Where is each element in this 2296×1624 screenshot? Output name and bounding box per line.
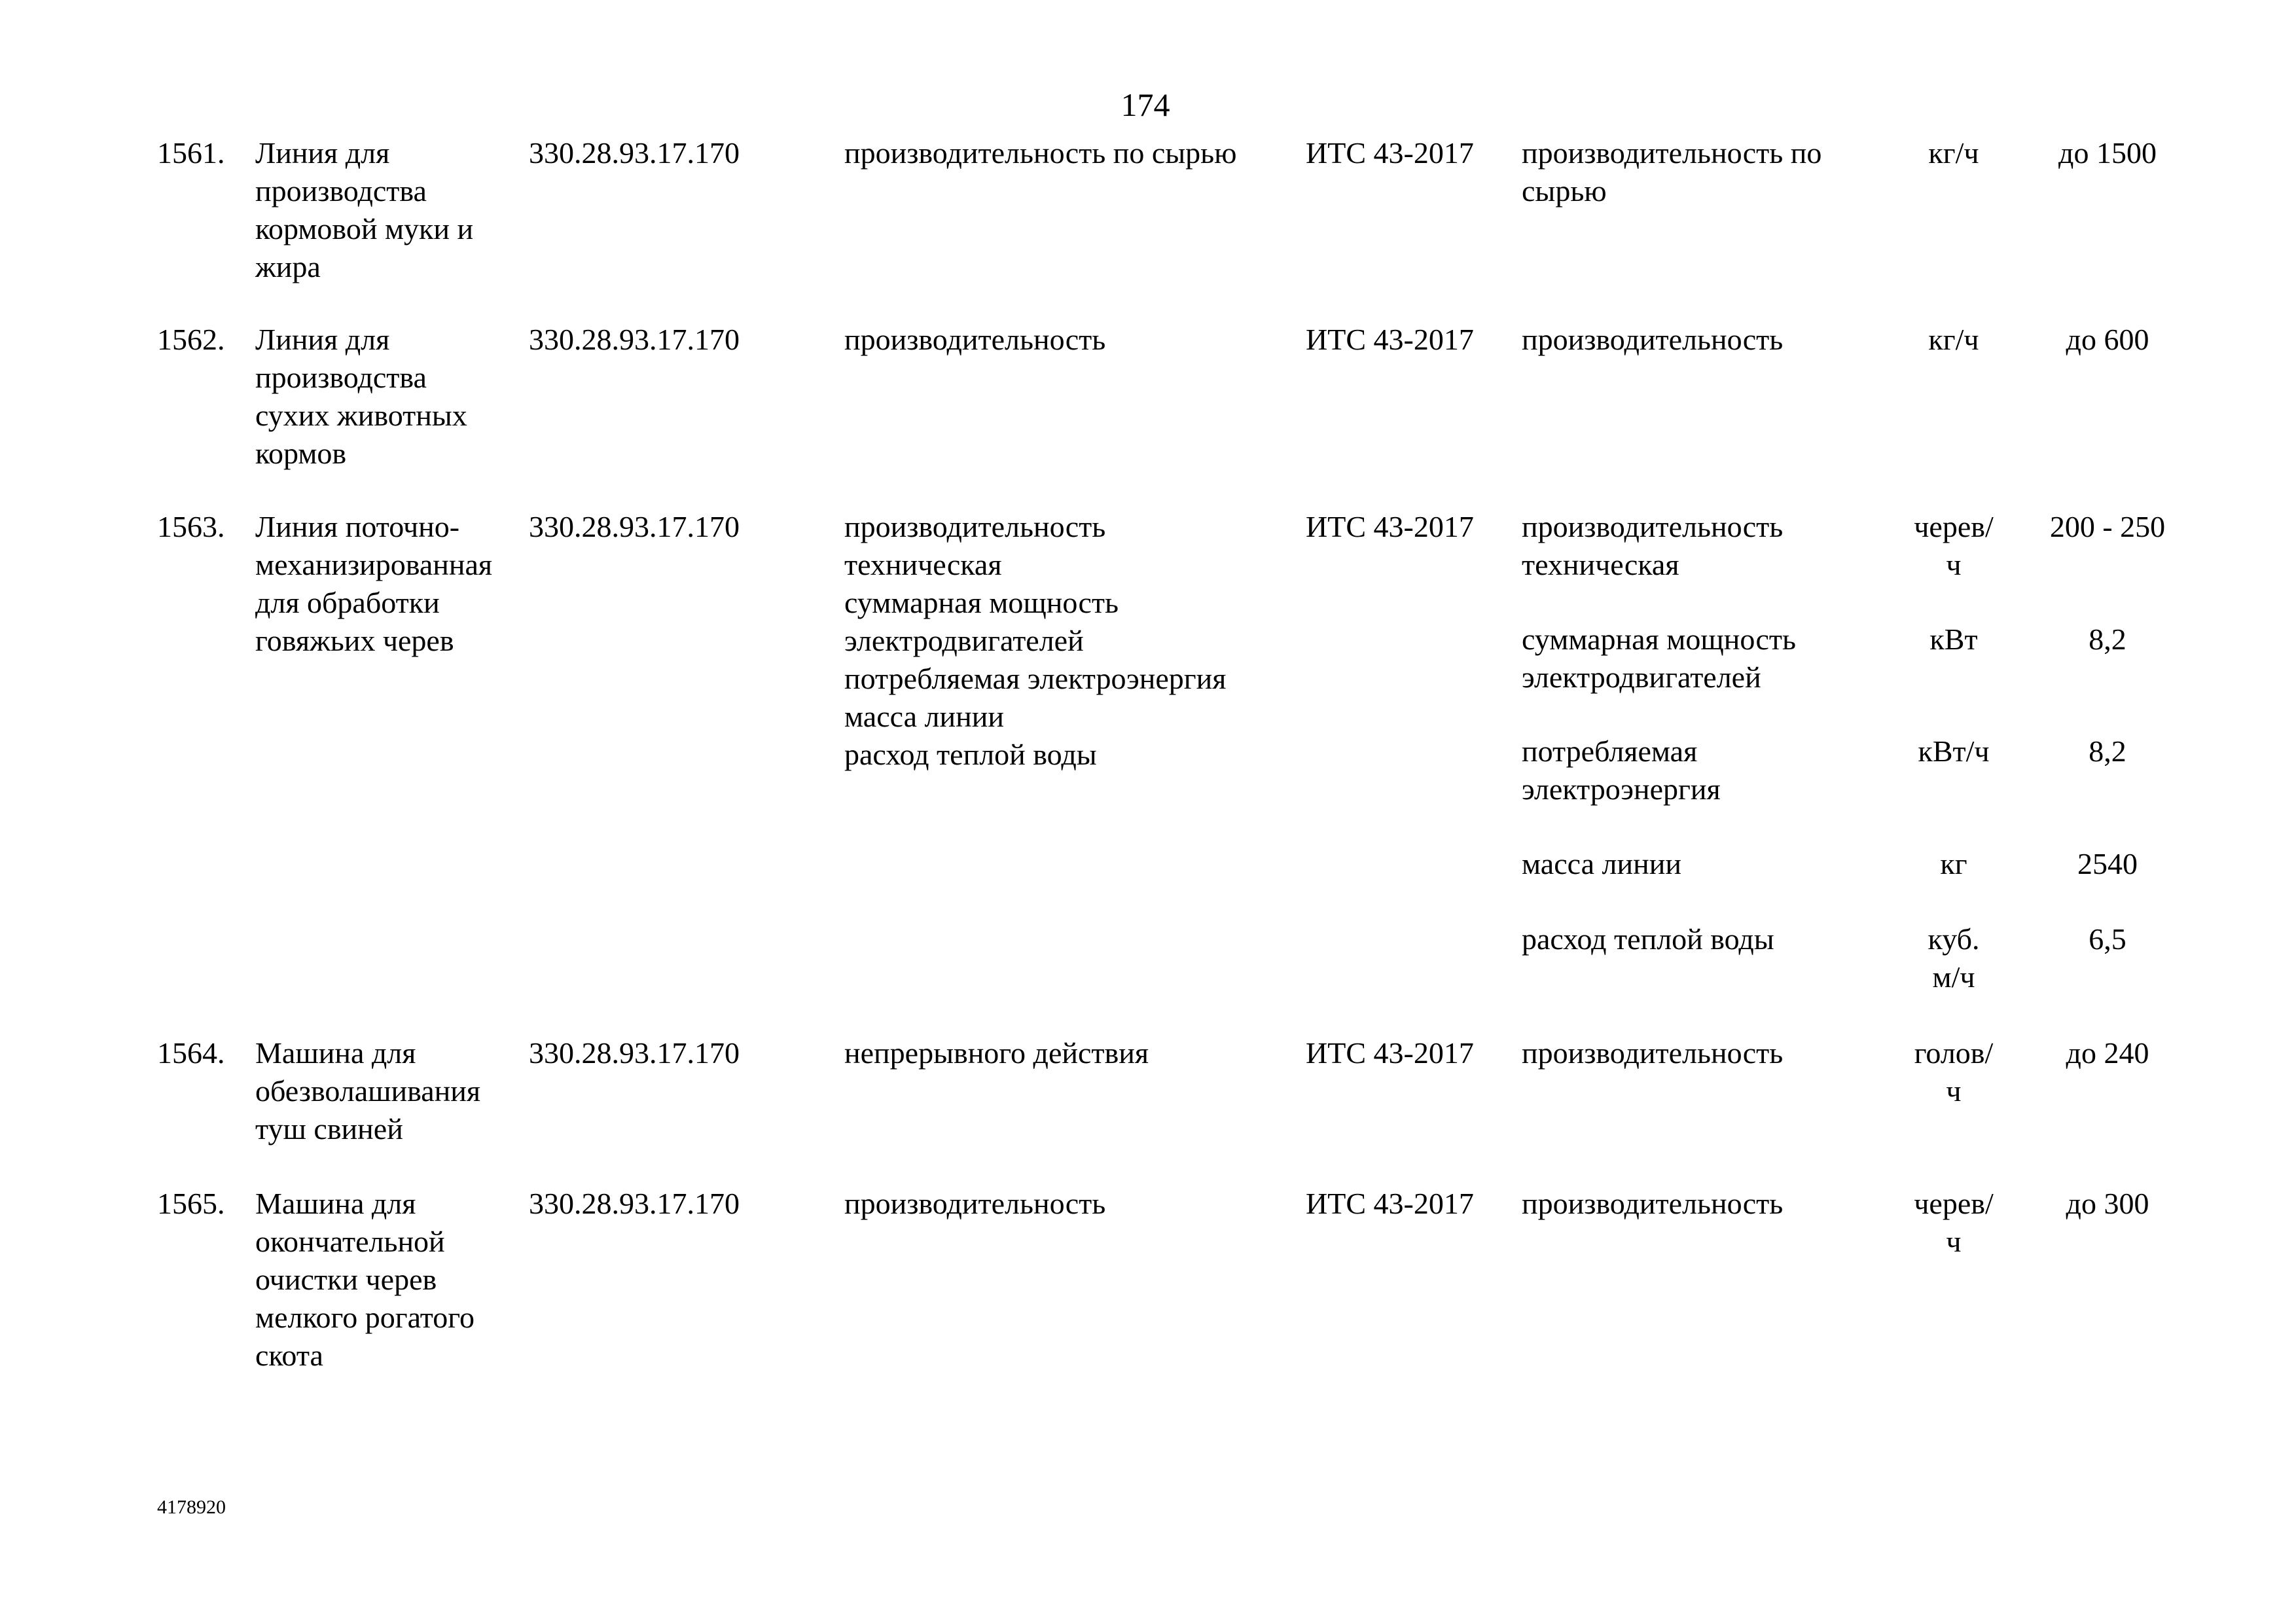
parameter-value: 8,2 — [2089, 734, 2126, 768]
parameter-name: потребляемая электроэнергия — [1522, 734, 1721, 806]
parameter-value: до 300 — [2066, 1187, 2149, 1220]
characteristic: непрерывного действия — [844, 1036, 1149, 1070]
equipment-name: Машина для окончательной очистки черев мелкого рогатого скота — [255, 1187, 475, 1372]
standard-reference: ИТС 43-2017 — [1306, 1187, 1474, 1220]
parameter-unit: куб. м/ч — [1928, 922, 1980, 994]
parameter-name: производительность — [1522, 323, 1784, 356]
parameter-unit: кг/ч — [1928, 323, 1979, 356]
standard-reference: ИТС 43-2017 — [1306, 136, 1474, 170]
okpd-code: 330.28.93.17.170 — [529, 323, 740, 356]
characteristic: производительность — [844, 323, 1106, 356]
parameter-unit: кВт/ч — [1918, 734, 1990, 768]
equipment-name: Машина для обезволашивания туш свиней — [255, 1036, 481, 1146]
equipment-name: Линия поточно- механизированная для обработки говяжьих черев — [255, 510, 493, 657]
parameter-value: до 240 — [2066, 1036, 2149, 1070]
characteristic: производительность — [844, 1187, 1106, 1220]
parameter-value: до 1500 — [2058, 136, 2157, 170]
equipment-name: Линия для производства сухих животных кормов — [255, 323, 467, 470]
page-number: 174 — [1121, 86, 1170, 123]
parameter-unit: кг/ч — [1928, 136, 1979, 170]
row-number: 1565. — [157, 1187, 225, 1220]
parameter-name: масса линии — [1522, 847, 1681, 880]
parameter-name: производительность — [1522, 1187, 1784, 1220]
parameter-unit: кВт — [1929, 623, 1978, 656]
standard-reference: ИТС 43-2017 — [1306, 510, 1474, 543]
row-number: 1562. — [157, 323, 225, 356]
parameter-unit: черев/ ч — [1914, 1187, 1994, 1258]
parameter-value: 2540 — [2077, 847, 2138, 880]
parameter-value: 8,2 — [2089, 623, 2126, 656]
equipment-name: Линия для производства кормовой муки и жира — [255, 136, 474, 283]
parameter-unit: голов/ ч — [1914, 1036, 1994, 1108]
row-number: 1564. — [157, 1036, 225, 1070]
parameter-name: производительность — [1522, 1036, 1784, 1070]
standard-reference: ИТС 43-2017 — [1306, 323, 1474, 356]
okpd-code: 330.28.93.17.170 — [529, 510, 740, 543]
okpd-code: 330.28.93.17.170 — [529, 136, 740, 170]
parameter-value: 6,5 — [2089, 922, 2126, 956]
parameter-name: производительность техническая — [1522, 510, 1784, 581]
characteristic: производительность по сырью — [844, 136, 1237, 170]
parameter-name: расход теплой воды — [1522, 922, 1774, 956]
row-number: 1563. — [157, 510, 225, 543]
parameter-name: суммарная мощность электродвигателей — [1522, 623, 1797, 694]
document-footer-code: 4178920 — [157, 1496, 226, 1518]
parameter-unit: черев/ ч — [1914, 510, 1994, 581]
parameter-name: производительность по сырью — [1522, 136, 1822, 208]
parameter-value: 200 - 250 — [2049, 510, 2166, 543]
okpd-code: 330.28.93.17.170 — [529, 1036, 740, 1070]
standard-reference: ИТС 43-2017 — [1306, 1036, 1474, 1070]
row-number: 1561. — [157, 136, 225, 170]
parameter-value: до 600 — [2066, 323, 2149, 356]
okpd-code: 330.28.93.17.170 — [529, 1187, 740, 1220]
parameter-unit: кг — [1940, 847, 1967, 880]
characteristic: производительность техническая суммарная мощность электродвигателей потребляемая электроэнергия масса линии расход теплой воды — [844, 510, 1227, 771]
